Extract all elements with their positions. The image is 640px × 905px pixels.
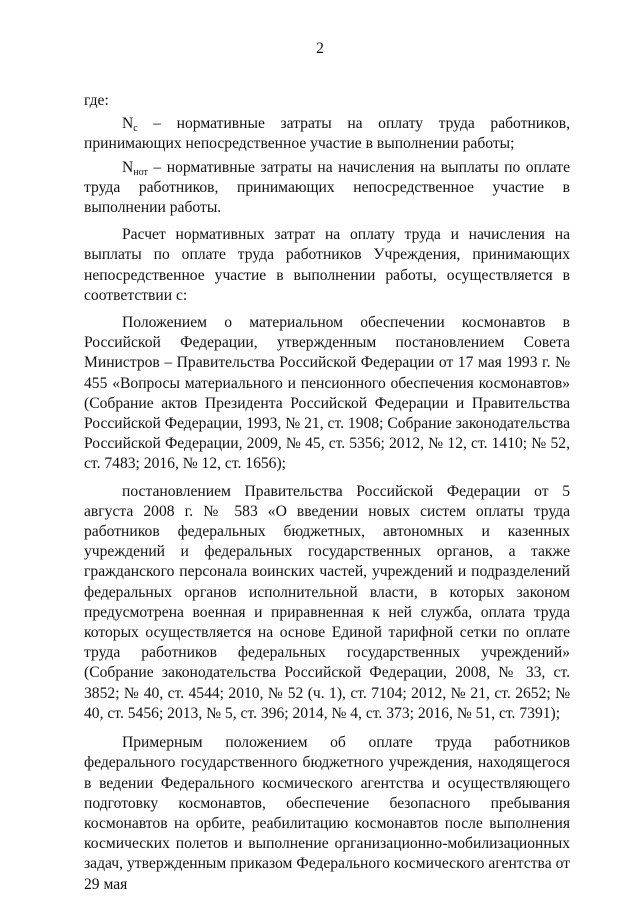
definition-subscript: нот <box>133 166 148 178</box>
intro-text: где: <box>84 92 109 109</box>
definition-symbol: N <box>122 115 134 133</box>
paragraph-model-regulation: Примерным положением об оплате труда работников федерального государственного бюджетного учреждения, находящегося в ведении Федерального космического агентства и осуществляющего подготовку космонавтов, обеспечение безопасного пребывания космонавтов на орбите, реабилитацию космонавтов после выполнения космических полетов и выполнение организационно-мобилизационных задач, утвержденным приказом Федерального космического агентства от 29 мая <box>84 734 570 893</box>
page-number: 2 <box>316 40 324 57</box>
definition-text: – нормативные затраты на начисления на выплаты по оплате труда работников, принимающих непосредственное участие в выполнении работы. <box>84 158 570 217</box>
definition-nnot <box>84 158 570 219</box>
definition-symbol: N <box>122 158 134 176</box>
definition-subscript: с <box>133 123 138 135</box>
paragraph-government-decree: постановлением Правительства Российской Федерации от 5 августа 2008 г. № 583 «О введении новых систем оплаты труда работников федеральных бюджетных, автономных и казенных учреждений и федеральных государственных органов, а также гражданского персонала воинских частей, учреждений и подразделений федеральных органов исполнительной власти, в которых законом предусмотрена военная и приравненная к ней служба, оплата труда которых осуществляется на основе Единой тарифной сетки по оплате труда работников федеральных государственных учреждений» (Собрание законодательства Российской Федерации, 2008, № 33, ст. 3852; № 40, ст. 4544; 2010, № 52 (ч. 1), ст. 7104; 2012, № 21, ст. 2652; № 40, ст. 5456; 2013, № 5, ст. 396; 2014, № 4, ст. 373; 2016, № 51, ст. 7391); <box>84 482 570 722</box>
paragraph-calculation: Расчет нормативных затрат на оплату труда и начисления на выплаты по оплате труда работников Учреждения, принимающих непосредственное участие в выполнении работы, осуществляется в соответствии с: <box>84 226 570 304</box>
definition-text: – нормативные затраты на оплату труда работников, принимающих непосредственное участие в выполнении работы; <box>84 115 570 153</box>
definition-nc <box>84 114 570 154</box>
document-body <box>84 91 570 895</box>
paragraph-cosmonaut-regulation: Положением о материальном обеспечении космонавтов в Российской Федерации, утвержденным постановлением Совета Министров – Правительства Российской Федерации от 17 мая 1993 г. № 455 «Вопросы материального и пенсионного обеспечения космонавтов» (Собрание актов Президента Российской Федерации и Правительства Российской Федерации, 1993, № 21, ст. 1908; Собрание законодательства Российской Федерации, 2009, № 45, ст. 5356; 2012, № 12, ст. 1410; № 52, ст. 7483; 2016, № 12, ст. 1656); <box>84 314 570 473</box>
